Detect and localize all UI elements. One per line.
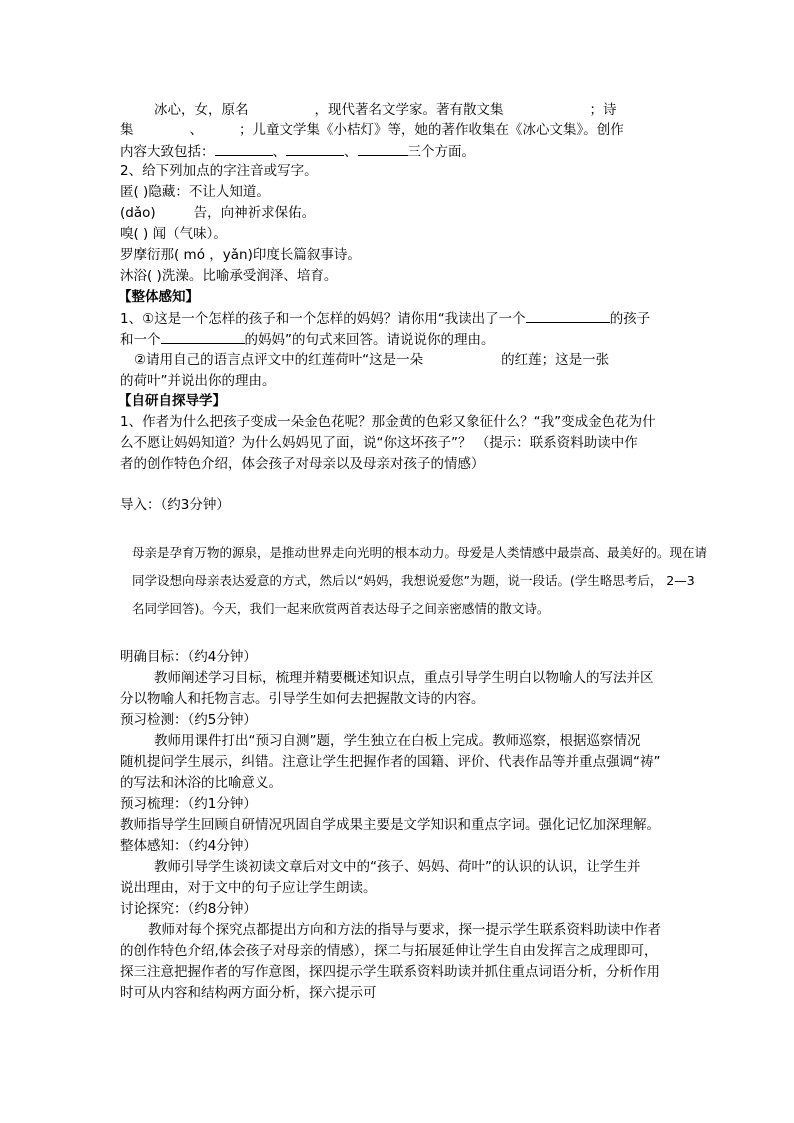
goal-line-1: 教师阐述学习目标，梳理并精要概述知识点，重点引导学生明白以物喻人的写法并区 [154,670,654,686]
whole-line-2: 说出理由，对于文中的句子应让学生朗读。 [120,880,377,896]
lead-in-line-1: 母亲是孕育万物的源泉，是推动世界走向光明的根本动力。母爱是人类情感中最崇高、最美好的。现在请 [132,545,708,560]
lead-in-line-3: 名同学回答)。今天，我们一起来欣赏两首表达母子之间亲密感情的散文诗。 [132,601,550,616]
goal-line-2: 分以物喻人和托物言志。引导学生如何去把握散文诗的内容。 [120,691,485,707]
blank-content-2[interactable] [286,142,344,156]
s2-line-2: 么不愿让妈妈知道？为什么妈妈见了面，说“你这坏孩子”？ （提示：联系资料助读中作 [120,435,638,451]
review-line-1: 教师指导学生回顾自研情况巩固自学成果主要是文学知识和重点字词。强化记忆加深理解。 [120,817,660,833]
s2-line-1: 1、作者为什么把孩子变成一朵金色花呢？那金黄的色彩又象征什么？“我”变成金色花为什 [120,414,656,430]
lead-in-line-2: 同学设想向母亲表达爱意的方式，然后以“妈妈，我想说爱您”为题，说一段话。(学生略思考后， 2—3 [132,573,695,588]
discuss-line-1: 教师对每个探究点都提出方向和方法的指导与要求，探一提示学生联系资料助读中作者 [148,922,661,938]
q2-item-3: 嗅( ) 闻（气味）。 [120,226,227,242]
blank-mother[interactable] [161,330,245,344]
text: 集 [120,122,134,138]
intro-line-1 [154,100,617,119]
text: 、 [272,144,286,160]
review-label: 预习梳理：（约1分钟） [120,796,257,812]
s1-line-2 [120,330,495,349]
discuss-line-4: 时可从内容和结构两方面分析，探六提示可 [120,985,377,1001]
q2-item-5: 沐浴( )洗澡。比喻承受润泽、培育。 [120,268,338,284]
pinyin: (dǎo) [120,205,156,221]
whole-line-1: 教师引导学生谈初读文章后对文中的“孩子、妈妈、荷叶”的认识的认识，让学生并 [154,859,641,875]
q2-item-1: 匿( )隐藏：不让人知道。 [120,184,270,200]
text: ，现代著名文学家。著有散文集 [314,102,504,118]
discuss-label: 讨论探究：（约8分钟） [120,901,257,917]
section-heading-self-study: 【自研自探导学】 [118,393,226,409]
text: 的红莲；这是一张 [501,352,610,368]
text: ；诗 [589,102,617,118]
check-label: 预习检测：（约5分钟） [120,712,257,728]
discuss-line-3: 探三注意把握作者的写作意图，探四提示学生联系资料助读并抓住重点词语分析，分析作用 [120,964,660,980]
text: 告，向神祈求保佑。 [193,205,316,221]
text: ；儿童文学集《小桔灯》等，她的著作收集在《冰心文集》。创作 [239,122,624,138]
discuss-line-2: 的创作特色介绍,体会孩子对母亲的情感），探二与拓展延伸让学生自由发挥言之成理即可， [120,943,658,959]
s2-line-3: 者的创作特色介绍，体会孩子对母亲以及母亲对孩子的情感） [120,456,485,472]
whole-label: 整体感知：（约4分钟） [120,838,257,854]
blank-content-3[interactable] [358,142,408,156]
s1-line-3 [134,351,609,369]
text: 内容大致包括： [120,144,215,160]
text: 冰心，女，原名 [154,102,249,118]
text: 的妈妈”的句式来回答。请说说你的理由。 [244,332,495,348]
check-line-1: 教师用课件打出“预习自测”题，学生独立在白板上完成。教师巡察，根据巡察情况 [154,733,641,749]
section-heading-overall: 【整体感知】 [118,289,199,305]
q2-item-2 [120,204,315,222]
text: ②请用自己的语言点评文中的红莲荷叶“这是一朵 [134,352,424,368]
text: 和一个 [120,332,161,348]
intro-line-3 [120,142,475,161]
goal-label: 明确目标：（约4分钟） [120,649,257,665]
blank-child[interactable] [526,309,610,323]
s1-line-4: 的荷叶”并说出你的理由。 [120,373,276,389]
q2-title: 2、给下列加点的字注音或写字。 [120,163,318,179]
text: 、 [344,144,358,160]
q2-item-4: 罗摩衍那( mó ，yǎn)印度长篇叙事诗。 [120,247,361,263]
text: 三个方面。 [407,144,475,160]
s1-line-1 [120,309,650,328]
check-line-2: 随机提问学生展示，纠错。注意让学生把握作者的国籍、评价、代表作品等并重点强调“祷” [120,754,661,770]
text: 1、①这是一个怎样的孩子和一个怎样的妈妈？请你用“我读出了一个 [120,311,526,327]
text: 、 [189,122,203,138]
text: 的孩子 [609,311,651,327]
lead-in-label: 导入：（约3分钟） [120,497,230,513]
check-line-3: 的写法和沐浴的比喻意义。 [120,775,282,791]
intro-line-2 [120,121,624,139]
blank-content-1[interactable] [215,142,273,156]
